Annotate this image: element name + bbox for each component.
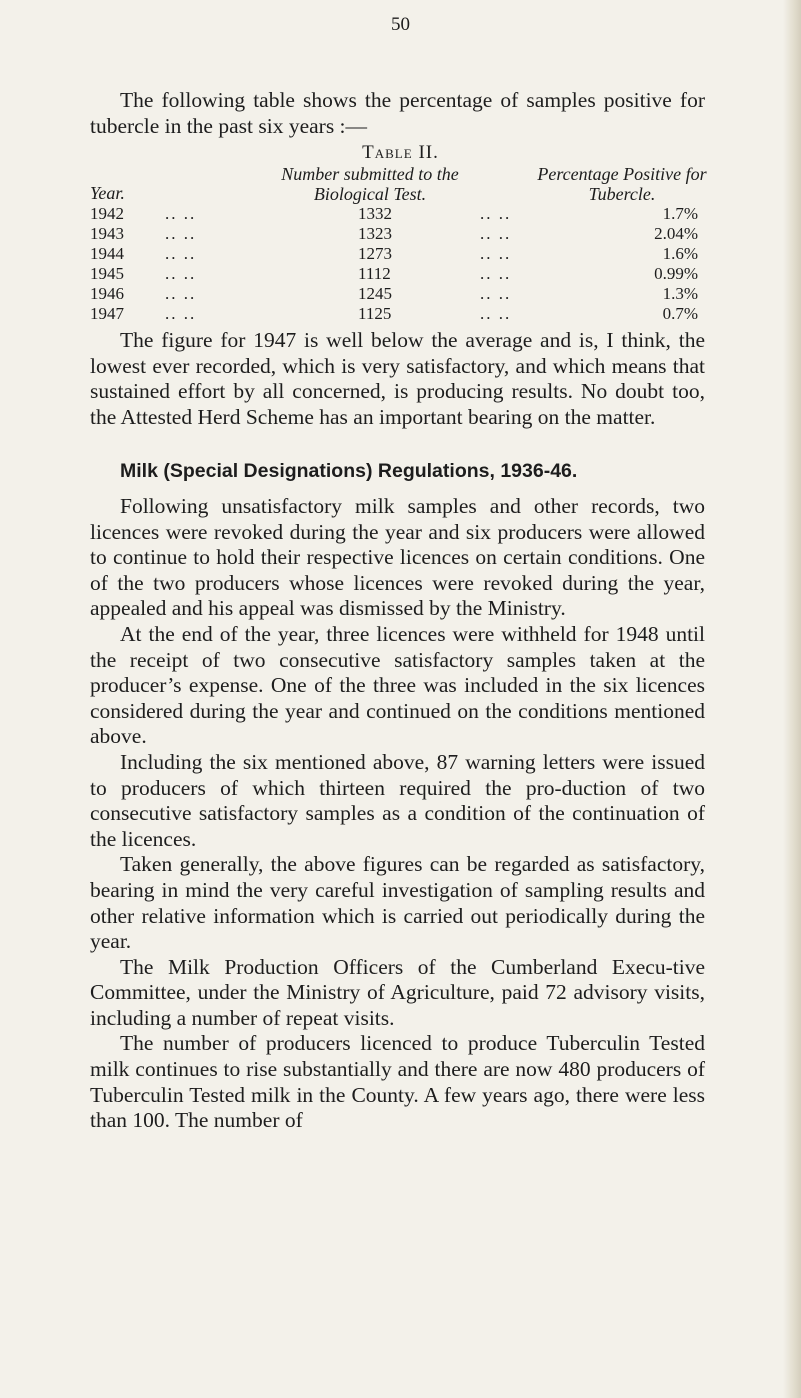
commentary-paragraph [90, 328, 705, 430]
cell-year: 1947 [90, 304, 124, 323]
paragraph: The Milk Production Officers of the Cumberland Execu-tive Committee, under the Ministry of Agriculture, paid 72 advisory visits, including a number of repeat visits. [90, 954, 705, 1030]
leader-dots: .. .. [480, 284, 512, 303]
table-row [90, 224, 730, 244]
table-row [90, 264, 730, 284]
section-heading: Milk (Special Designations) Regulations, 1936-46. [120, 460, 578, 482]
table-row [90, 244, 730, 264]
page-number: 50 [391, 14, 410, 35]
commentary-text: The figure for 1947 is well below the average and is, I think, the lowest ever recorded, which is very satisfactory, and which means that sustained effort by all concerned, is producing results. No doubt too, the Attested Herd Scheme has an important bearing on the matter. [90, 328, 705, 429]
cell-year: 1945 [90, 264, 124, 283]
cell-number: 1112 [358, 264, 391, 283]
leader-dots: .. .. [165, 224, 197, 243]
cell-number: 1245 [358, 284, 392, 303]
table-row [90, 284, 730, 304]
leader-dots: .. .. [480, 264, 512, 283]
leader-dots: .. .. [480, 204, 512, 223]
leader-dots: .. .. [480, 224, 512, 243]
cell-percentage: 1.7% [662, 204, 698, 223]
paragraph: Taken generally, the above figures can be regarded as satisfactory, bearing in mind the very careful investigation of sampling results and other relative information which is carried out periodically during the year. [90, 852, 705, 954]
cell-year: 1946 [90, 284, 124, 303]
cell-percentage: 1.3% [662, 284, 698, 303]
page-edge-shadow [783, 0, 801, 1398]
leader-dots: .. .. [165, 304, 197, 323]
leader-dots: .. .. [165, 264, 197, 283]
cell-percentage: 1.6% [662, 244, 698, 263]
table-body [90, 204, 730, 324]
cell-year: 1942 [90, 204, 124, 223]
paragraph: The number of producers licenced to produce Tuberculin Tested milk continues to rise substantially and there are now 480 producers of Tuberculin Tested milk in the County. A few years ago, there were less than 100. The number of [90, 1031, 705, 1133]
cell-number: 1332 [358, 204, 392, 223]
cell-year: 1944 [90, 244, 124, 263]
column-header-number: Number submitted to the Biological Test. [281, 164, 459, 204]
table-row [90, 304, 730, 324]
intro-text: The following table shows the percentage of samples positive for tubercle in the past six years :— [90, 88, 705, 138]
paragraph: Following unsatisfactory milk samples and other records, two licences were revoked during the year and six producers were allowed to continue to hold their respective licences on certain conditions. One of the two producers whose licences were revoked during the year, appealed and his appeal was dismissed by the Ministry. [90, 494, 705, 621]
table-title: Table II. [362, 142, 439, 163]
cell-number: 1323 [358, 224, 392, 243]
paragraph: Including the six mentioned above, 87 warning letters were issued to producers of which thirteen required the pro-duction of two consecutive satisfactory samples as a condition of the continuation of the licences. [90, 749, 705, 851]
leader-dots: .. .. [165, 284, 197, 303]
cell-percentage: 2.04% [654, 224, 698, 243]
cell-number: 1273 [358, 244, 392, 263]
leader-dots: .. .. [480, 304, 512, 323]
paragraph: At the end of the year, three licences were withheld for 1948 until the receipt of two consecutive satisfactory samples taken at the producer’s expense. One of the three was included in the six licences considered during the year and continued on the conditions mentioned above. [90, 621, 705, 749]
cell-percentage: 0.99% [654, 264, 698, 283]
leader-dots: .. .. [165, 244, 197, 263]
cell-year: 1943 [90, 224, 124, 243]
leader-dots: .. .. [165, 204, 197, 223]
intro-paragraph [90, 88, 705, 139]
section-body [90, 494, 705, 1134]
leader-dots: .. .. [480, 244, 512, 263]
column-header-percentage: Percentage Positive for Tubercle. [537, 164, 707, 204]
cell-percentage: 0.7% [662, 304, 698, 323]
cell-number: 1125 [358, 304, 392, 323]
column-header-year: Year. [90, 183, 125, 203]
table-row [90, 204, 730, 224]
